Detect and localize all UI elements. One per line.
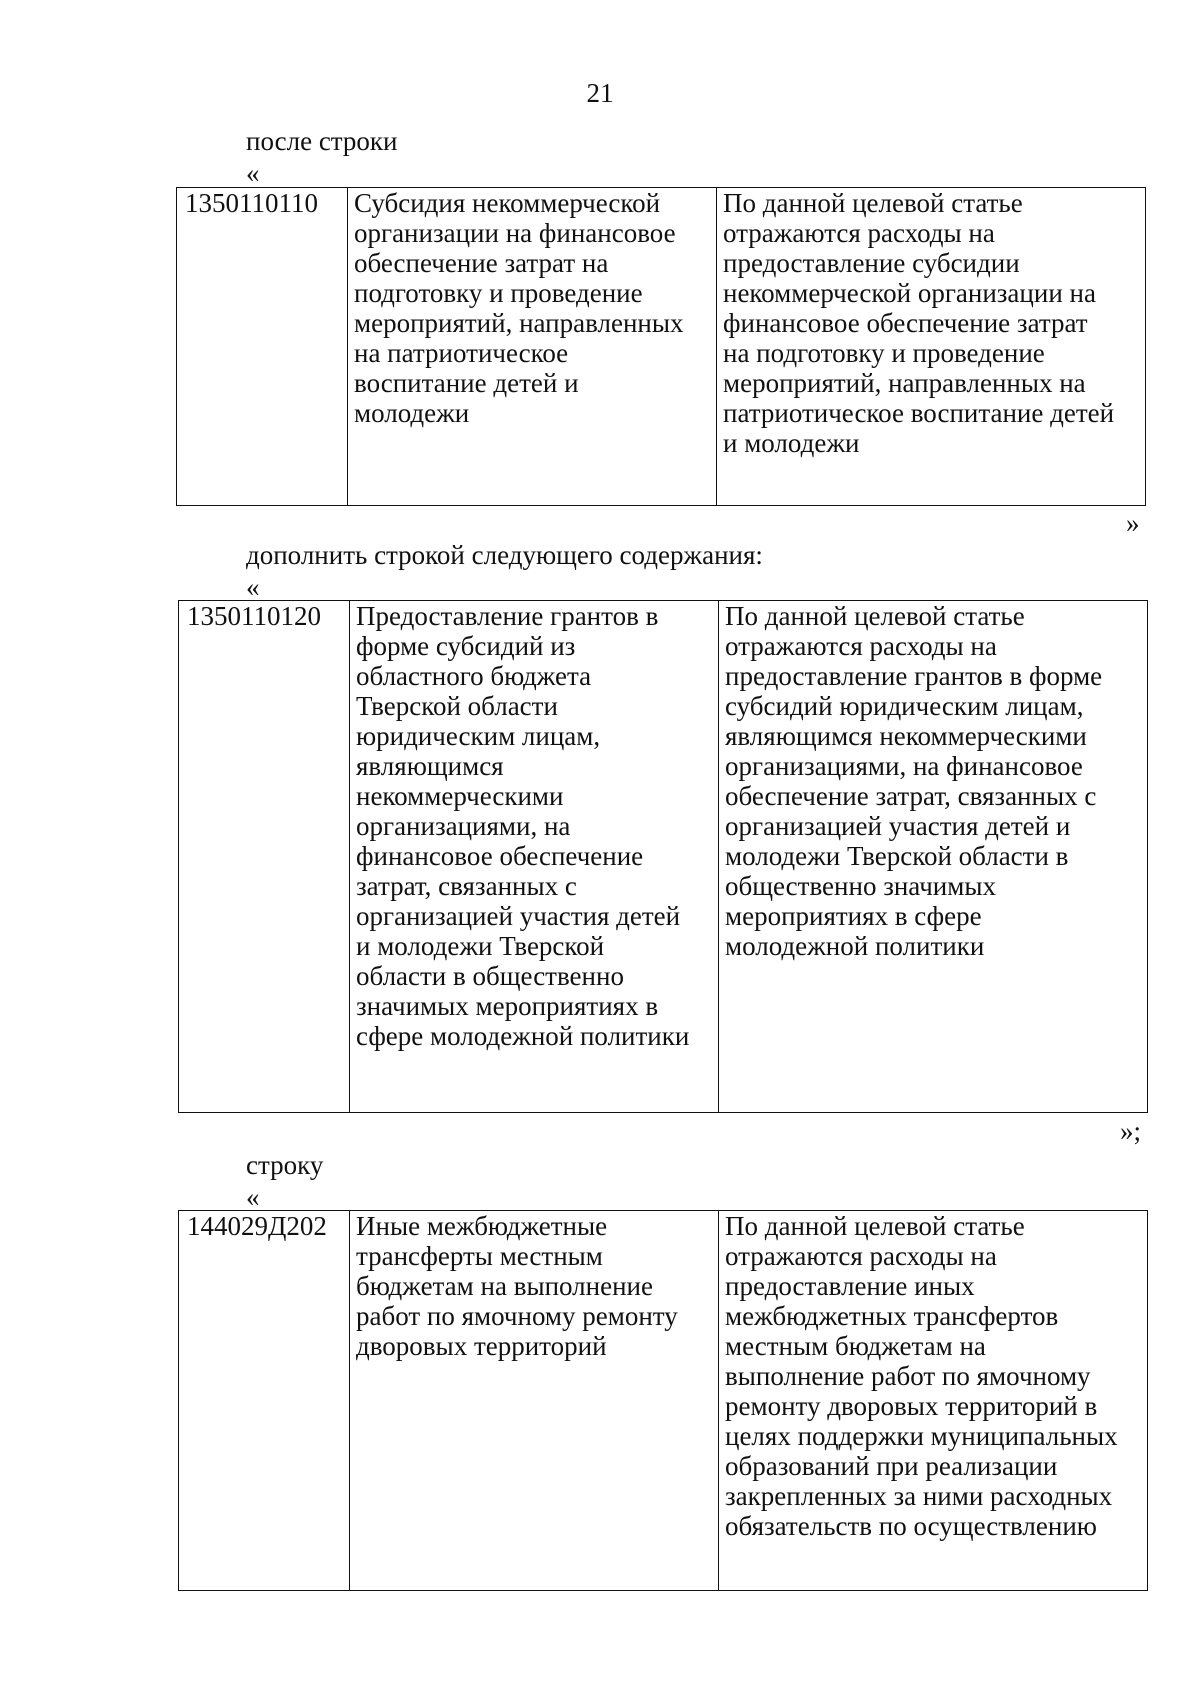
table-row (177, 188, 1146, 506)
name-cell: Предоставление грантов в форме субсидий из областного бюджета Тверской области юридическим лицам, являющимся некоммерческими организациями, на финансовое обеспечение затрат, связанных с организацией участия детей и молодежи Тверской области в общественно значимых мероприятиях в сфере молодежной политики (350, 601, 719, 1113)
name-cell: Иные межбюджетные трансферты местным бюджетам на выполнение работ по ямочному ремонту дворовых территорий (350, 1211, 719, 1591)
name-cell: Субсидия некоммерческой организации на финансовое обеспечение затрат на подготовку и проведение мероприятий, направленных на патриотическое воспитание детей и молодежи (348, 188, 717, 506)
table-row (179, 601, 1148, 1113)
code-cell: 1350110120 (179, 601, 350, 1113)
page-number: 21 (586, 78, 614, 108)
table-existing-row (176, 187, 1146, 506)
description-cell: По данной целевой статье отражаются расходы на предоставление субсидии некоммерческой организации на финансовое обеспечение затрат на подготовку и проведение мероприятий, направленных на патриотическое воспитание детей и молодежи (717, 188, 1146, 506)
code-cell: 1350110110 (177, 188, 348, 506)
table-row (179, 1211, 1148, 1591)
description-cell: По данной целевой статье отражаются расходы на предоставление иных межбюджетных трансфертов местным бюджетам на выполнение работ по ямочному ремонту дворовых территорий в целях поддержки муниципальных образований при реализации закрепленных за ними расходных обязательств по осуществлению (719, 1211, 1148, 1591)
intro-row: строку (246, 1150, 324, 1180)
table-replaced-row (178, 1210, 1148, 1591)
intro-add-row: дополнить строкой следующего содержания: (246, 540, 763, 570)
close-quote-2: »; (1120, 1116, 1142, 1146)
table-new-row (178, 600, 1148, 1113)
intro-after-row: после строки (246, 126, 398, 156)
close-quote-1: » (1126, 508, 1140, 538)
open-quote-2: « (246, 572, 260, 602)
open-quote-3: « (246, 1182, 260, 1212)
open-quote-1: « (246, 158, 260, 188)
description-cell: По данной целевой статье отражаются расходы на предоставление грантов в форме субсидий юридическим лицам, являющимся некоммерческими организациями, на финансовое обеспечение затрат, связанных с организацией участия детей и молодежи Тверской области в общественно значимых мероприятиях в сфере молодежной политики (719, 601, 1148, 1113)
code-cell: 144029Д202 (179, 1211, 350, 1591)
